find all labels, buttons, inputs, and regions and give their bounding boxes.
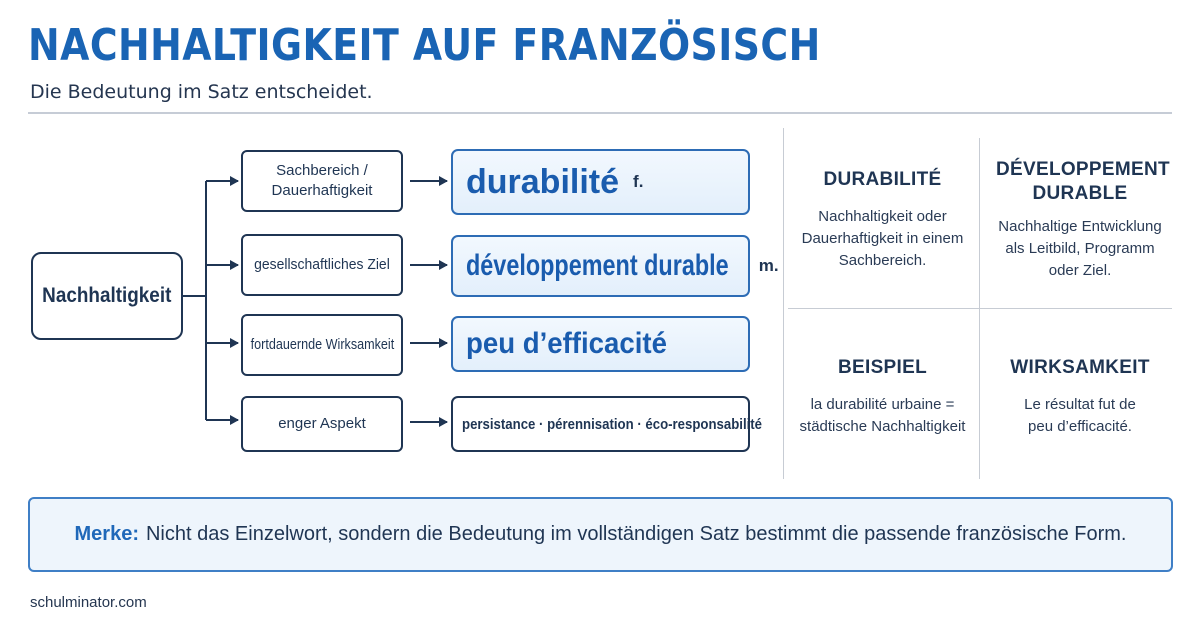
term-box-efficacite [451,316,750,372]
info-text: Nachhaltige Entwicklung als Leitbild, Programm oder Ziel. [998,218,1162,279]
gender-label: f. [633,172,644,191]
term-text: durabilité [466,162,620,201]
root-label: Nachhaltigkeit [42,284,172,307]
term-box-developpement [451,235,779,297]
term-text: peu d’efficacité [466,327,667,360]
grid-divider-left [783,128,784,479]
info-heading: DÉVELOPPEMENT DURABLE [996,159,1170,204]
grid-divider-horizontal [788,308,1172,309]
term-text: persistance · pérennisation · éco-responsabilité [462,415,763,433]
category-wirksamkeit [241,314,403,376]
gender-label: m. [758,256,779,275]
info-text: la durabilité urbaine = städtische Nachhaltigkeit [799,396,966,435]
term-box-aspekt [451,396,763,452]
category-label: gesellschaftliches Ziel [254,256,390,273]
root-node [31,252,183,340]
info-wirksamkeit [982,356,1178,438]
category-sachbereich [241,150,403,212]
info-heading: BEISPIEL [838,357,927,378]
info-durabilite [786,168,979,272]
term-box-durabilite [451,149,750,215]
category-enger-aspekt [241,396,403,452]
term-text: développement durable [466,249,729,282]
info-developpement [982,158,1178,282]
category-label: fortdauernde Wirksamkeit [250,336,394,353]
info-heading: WIRKSAMKEIT [1010,357,1150,378]
info-beispiel [786,356,979,438]
page-subtitle: Die Bedeutung im Satz entscheidet. [30,81,373,103]
merke-label: Merke: [74,523,139,545]
info-heading: DURABILITÉ [823,169,942,190]
footer-source: schulminator.com [30,594,147,611]
category-label: enger Aspekt [278,415,366,432]
merke-box [28,497,1173,572]
page-title: NACHHALTIGKEIT AUF FRANZÖSISCH [28,20,821,71]
info-text: Le résultat fut de peu d’efficacité. [1024,396,1136,435]
category-gesellschaftliches-ziel [241,234,403,296]
category-label: Sachbereich / Dauerhaftigkeit [271,162,373,199]
merke-text: Nicht das Einzelwort, sondern die Bedeutung im vollständigen Satz bestimmt die passende französische Form. [145,523,1127,545]
info-text: Nachhaltigkeit oder Dauerhaftigkeit in einem Sachbereich. [801,208,964,269]
